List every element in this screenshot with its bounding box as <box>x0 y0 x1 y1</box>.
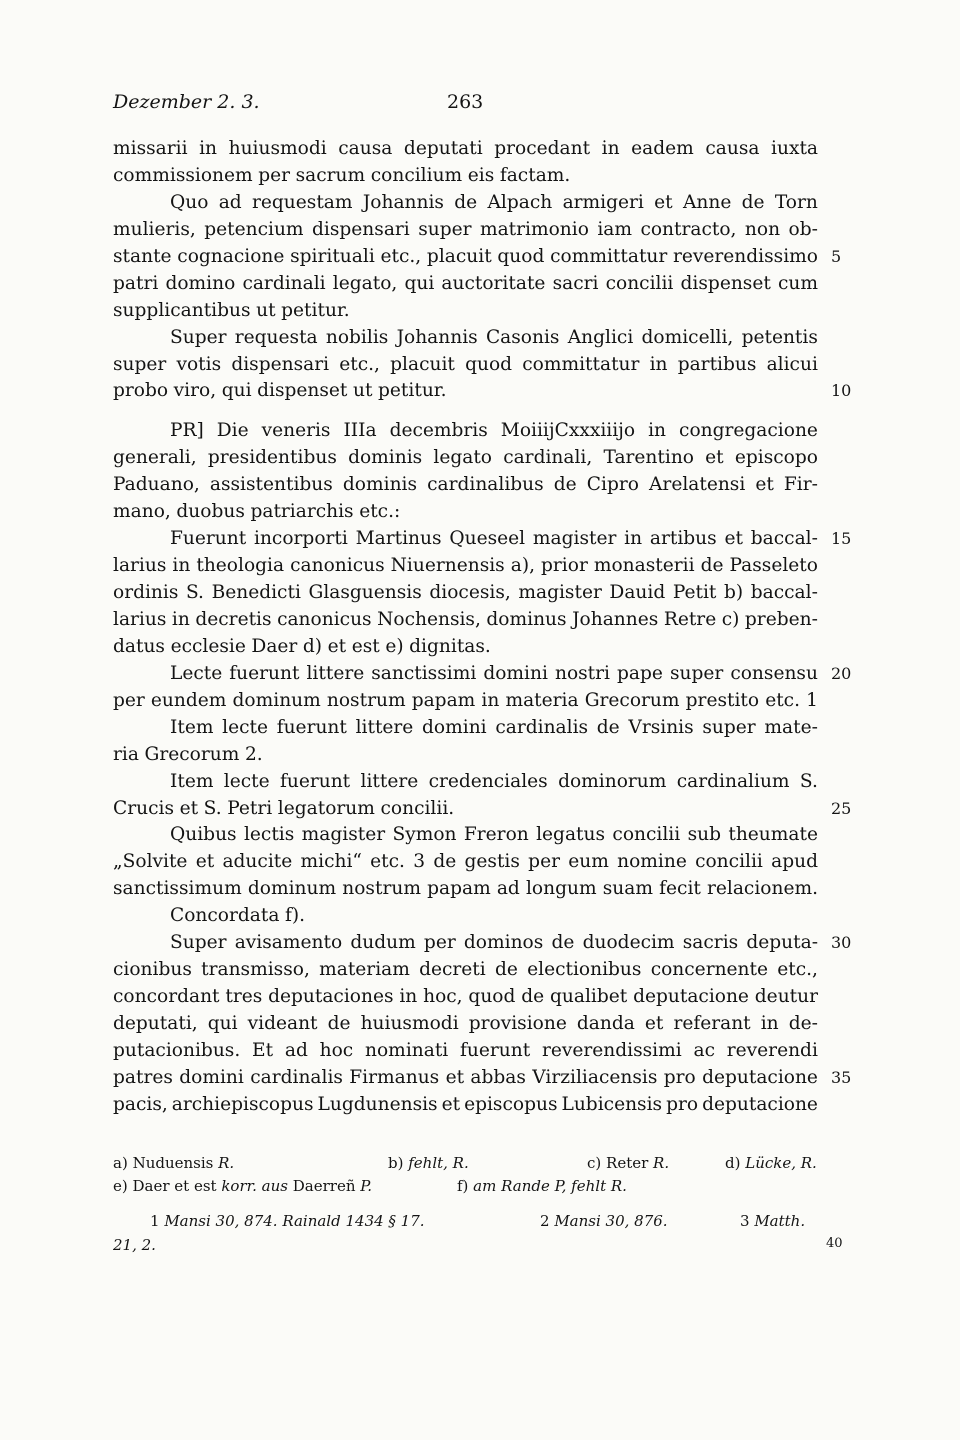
text-line: larius in decretis canonicus Nochensis, dominus Johannes Retre c) preben- <box>113 608 818 630</box>
text-line: ordinis S. Benedicti Glasguensis diocesis, magister Dauid Petit b) baccal- <box>113 582 818 603</box>
text-line: Quibus lectis magister Symon Freron legatus concilii sub theumate <box>170 824 818 846</box>
text-line: commissionem per sacrum concilium eis factam. <box>113 164 571 186</box>
text-line: larius in theologia canonicus Niuernensis a), prior monasterii de Passeleto <box>113 555 818 577</box>
text-line: Super requesta nobilis Johannis Casonis Anglici domicelli, petentis <box>170 326 818 348</box>
text-line: datus ecclesie Daer d) et est e) dignitas. <box>113 635 491 657</box>
text-line: pacis, archiepiscopus Lugdunensis et episcopus Lubicensis pro deputacione <box>113 1093 818 1115</box>
signature-mark: 40 <box>826 1236 843 1251</box>
text-line: deputati, qui videant de huiusmodi provisione danda et referant in de- <box>113 1013 818 1034</box>
line-number: 35 <box>831 1067 852 1087</box>
text-line: Lecte fuerunt littere sanctissimi domini nostri pape super consensu 20 <box>113 661 818 688</box>
page-number: 263 <box>447 91 484 113</box>
main-text <box>113 136 852 1119</box>
text-line: Item lecte fuerunt littere credenciales dominorum cardinalium S. <box>170 770 818 792</box>
critical-footnote: a) Nuduensis R. <box>113 1154 235 1172</box>
text-line: Item lecte fuerunt littere domini cardinalis de Vrsinis super mate- <box>170 716 818 738</box>
source-footnote: 2 Mansi 30, 876. <box>540 1212 668 1230</box>
text-line: cionibus transmisso, materiam decreti de electionibus concernente etc., <box>113 959 818 981</box>
paragraph-gap <box>113 405 818 418</box>
text-line: supplicantibus ut petitur. <box>113 299 350 321</box>
line-number: 15 <box>831 529 852 549</box>
text-line: Crucis et S. Petri legatorum concilii. 25 <box>113 796 818 823</box>
line-number: 20 <box>831 663 852 683</box>
line-number: 10 <box>831 381 852 401</box>
text-line: concordant tres deputaciones in hoc, quod de qualibet deputacione deutur <box>113 986 818 1008</box>
source-footnote: 1 Mansi 30, 874. Rainald 1434 § 17. <box>150 1212 425 1230</box>
text-line: Super avisamento dudum per dominos de duodecim sacris deputa- 30 <box>113 930 818 957</box>
line-number: 25 <box>831 798 852 818</box>
running-head: Dezember 2. 3. <box>113 91 260 113</box>
critical-footnote: e) Daer et est korr. aus Daerreñ P. <box>113 1177 373 1195</box>
text-line: Concordata f). <box>170 905 306 927</box>
line-number: 30 <box>831 933 852 953</box>
critical-footnote: f) am Rande P, fehlt R. <box>457 1177 627 1195</box>
text-line: Quo ad requestam Johannis de Alpach armigeri et Anne de Torn <box>170 191 818 213</box>
text-line: Fuerunt incorporti Martinus Queseel magister in artibus et baccal- 15 <box>113 526 818 553</box>
source-footnote-continuation: 21, 2. <box>113 1236 156 1254</box>
text-line: putacionibus. Et ad hoc nominati fuerunt reverendissimi ac reverendi <box>113 1039 818 1061</box>
text-line: probo viro, qui dispenset ut petitur. 10 <box>113 378 818 405</box>
critical-footnote: d) Lücke, R. <box>725 1154 817 1172</box>
source-footnote: 3 Matth. <box>740 1212 806 1230</box>
text-line: sanctissimum dominum nostrum papam ad longum suam fecit relacionem. <box>113 878 818 900</box>
text-line: per eundem dominum nostrum papam in materia Grecorum prestito etc. 1 <box>113 689 818 711</box>
text-line: patri domino cardinali legato, qui auctoritate sacri concilii dispenset cum <box>113 272 818 294</box>
text-line: ria Grecorum 2. <box>113 743 263 765</box>
critical-footnote: b) fehlt, R. <box>388 1154 469 1172</box>
text-line: Paduano, assistentibus dominis cardinalibus de Cipro Arelatensi et Fir- <box>113 474 818 496</box>
critical-footnote: c) Reter R. <box>587 1154 670 1172</box>
line-number: 5 <box>831 246 842 266</box>
text-line: mulieris, petencium dispensari super matrimonio iam contracto, non ob- <box>113 218 818 240</box>
text-line: patres domini cardinalis Firmanus et abbas Virziliacensis pro deputacione 35 <box>113 1065 818 1092</box>
text-line: stante cognacione spirituali etc., placuit quod committatur reverendissimo 5 <box>113 244 818 271</box>
text-line: super votis dispensari etc., placuit quod committatur in partibus alicui <box>113 353 818 375</box>
text-line: PR] Die veneris IIIa decembris MoiiijCxxxiiijo in congregacione <box>170 420 818 442</box>
text-line: missarii in huiusmodi causa deputati procedant in eadem causa iuxta <box>113 138 818 159</box>
text-line: generali, presidentibus dominis legato cardinali, Tarentino et episcopo <box>113 447 818 469</box>
text-line: mano, duobus patriarchis etc.: <box>113 501 401 523</box>
text-line: „Solvite et aducite michi“ etc. 3 de gestis per eum nomine concilii apud <box>113 851 818 873</box>
